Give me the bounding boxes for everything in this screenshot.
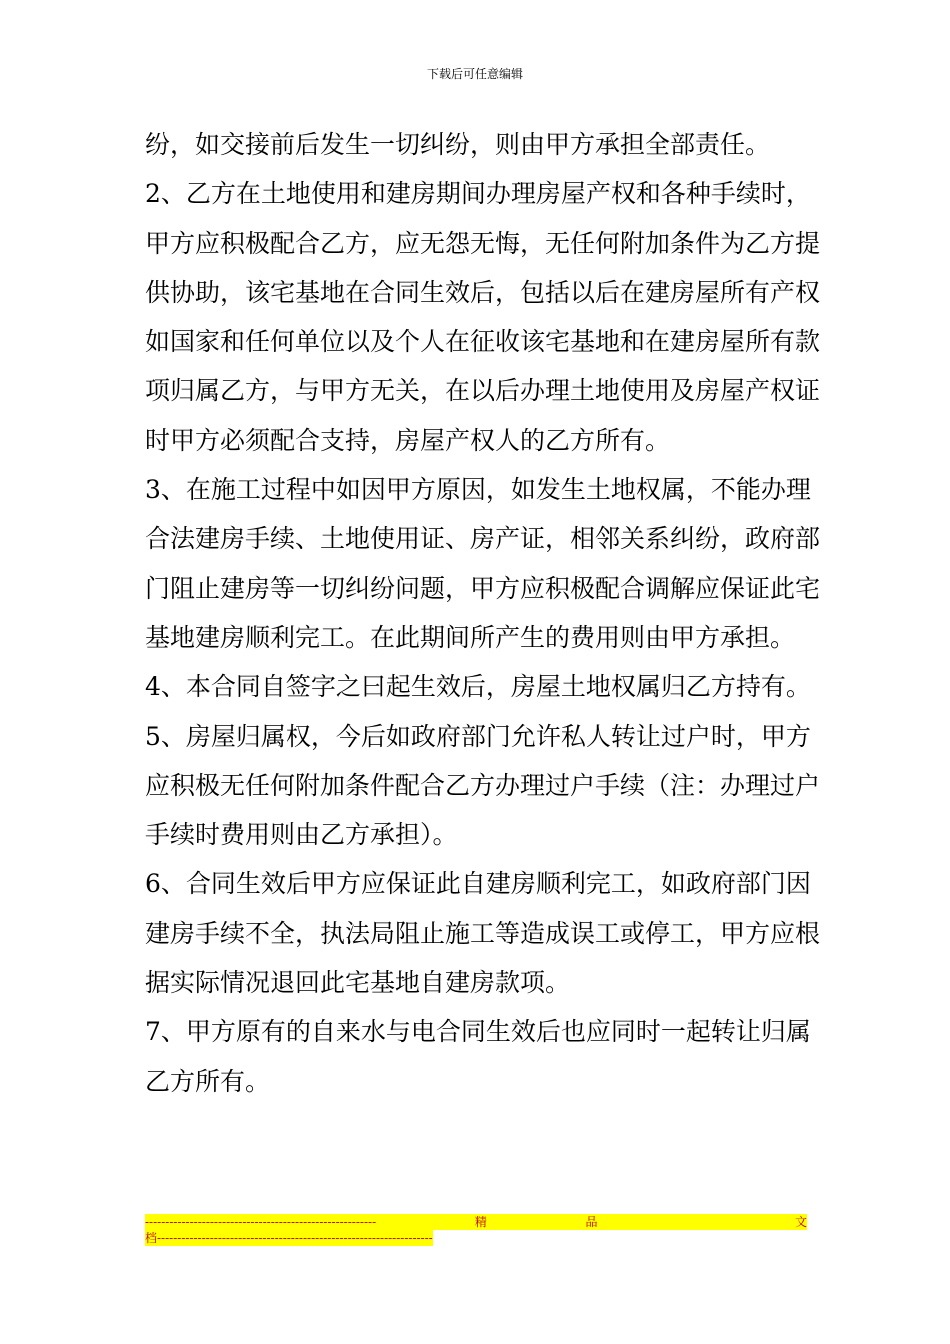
clause-2: 2、乙方在土地使用和建房期间办理房屋产权和各种手续时，甲方应积极配合乙方，应无怨无悔，无任何附加条件为乙方提供协助，该宅基地在合同生效后，包括以后在建房屋所有产权如国家和任何单位以及个人在征收该宅基地和在建房屋所有款项归属乙方，与甲方无关，在以后办理土地使用及房屋产权证时甲方必须配合支持，房屋产权人的乙方所有。 [145,179,821,455]
clause-7: 7、甲方原有的自来水与电合同生效后也应同时一起转让归属乙方所有。 [145,1017,811,1096]
footer-line-1 [145,1214,807,1230]
footer-watermark [145,1214,807,1250]
page-header: 下载后可任意编辑 [426,67,523,81]
clause-3: 3、在施工过程中如因甲方原因，如发生土地权属，不能办理合法建房手续、土地使用证、房产证，相邻关系纠纷，政府部门阻止建房等一切纠纷问题，甲方应积极配合调解应保证此宅基地建房顺利完工。在此期间所产生的费用则由甲方承担。 [145,475,821,652]
footer-char-pin: 品 [585,1215,598,1229]
clause-6: 6、合同生效后甲方应保证此自建房顺利完工，如政府部门因建房手续不全，执法局阻止施工等造成误工或停工，甲方应根据实际情况退回此宅基地自建房款项。 [145,869,821,998]
clause-4: 4、本合同自签字之曰起生效后，房屋土地权属归乙方持有。 [145,672,811,702]
footer-line-2: 档-------------------------------------------------------------------- [145,1231,433,1245]
footer-char-wen: 文 [794,1215,807,1229]
clause-5: 5、房屋归属权，今后如政府部门允许私人转让过户时，甲方应积极无任何附加条件配合乙方办理过户手续（注：办理过户手续时费用则由乙方承担）。 [145,721,821,850]
footer-char-jing: 精 [474,1215,487,1229]
paragraph-continuation: 纷，如交接前后发生一切纠纷，则由甲方承担全部责任。 [145,130,771,159]
document-body [145,120,835,1106]
footer-dashes: --------------------------------------------------------- [145,1215,377,1229]
